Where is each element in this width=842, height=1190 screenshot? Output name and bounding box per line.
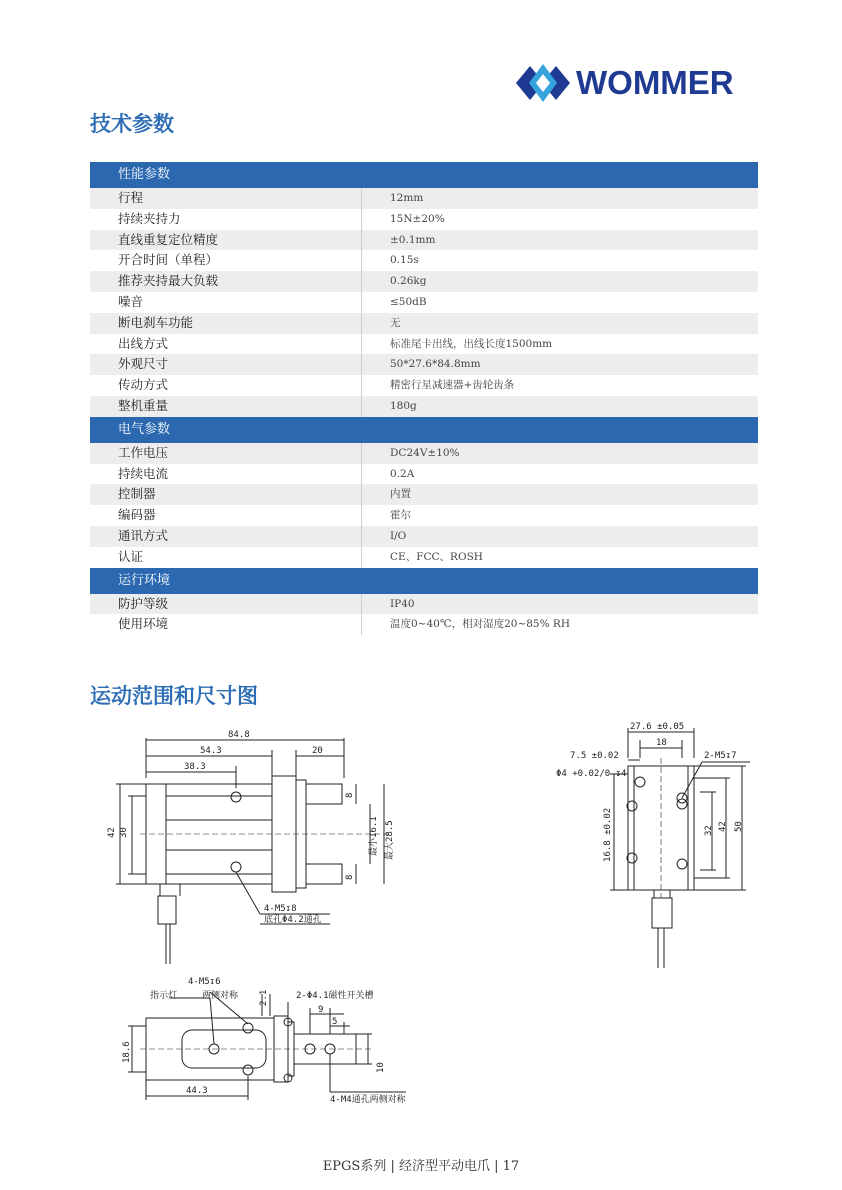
spec-label: 控制器 [90, 484, 362, 505]
spec-row [90, 396, 758, 417]
dim-h16: 16.8 ±0.02 [603, 807, 613, 862]
spec-value: 标准尾卡出线，出线长度1500mm [390, 337, 553, 350]
spec-row [90, 313, 758, 334]
dim-h42: 42 [107, 827, 117, 838]
spec-row [90, 484, 758, 505]
page-footer: EPGS系列 | 经济型平动电爪 | 17 [322, 1159, 520, 1174]
spec-label: 持续电流 [90, 464, 362, 485]
spec-row [90, 292, 758, 313]
drawing-title: 运动范围和尺寸图 [90, 684, 258, 708]
spec-value: 温度0~40℃，相对湿度20~85% RH [390, 618, 570, 631]
dim-finger8a: 8 [345, 792, 355, 798]
dim-d5: 5 [332, 1017, 338, 1027]
spec-row [90, 505, 758, 526]
logo-mark-icon [514, 58, 572, 108]
spec-row [90, 250, 758, 271]
dim-d9: 9 [318, 1005, 324, 1015]
spec-label: 工作电压 [90, 443, 362, 464]
dim-tap: 2-M5↧7 [704, 751, 737, 761]
spec-label: 噪音 [90, 292, 362, 313]
note-m4: 4-M4通孔两侧对称 [330, 1095, 406, 1105]
spec-label: 防护等级 [90, 594, 362, 615]
dim-h32: 32 [704, 825, 714, 836]
spec-label: 传动方式 [90, 375, 362, 396]
spec-value: ≤50dB [390, 295, 427, 308]
spec-value: 12mm [390, 192, 424, 204]
dim-width: 27.6 ±0.05 [630, 722, 685, 732]
spec-label: 开合时间（单程） [90, 250, 362, 271]
spec-value: 霍尔 [390, 509, 411, 522]
spec-label: 断电刹车功能 [90, 313, 362, 334]
dim-stroke-max: 最大28.5 [385, 820, 395, 860]
spec-label: 整机重量 [90, 396, 362, 417]
spec-value: IP40 [390, 597, 415, 610]
spec-value: 180g [390, 399, 417, 412]
dim-hole-pos: 38.3 [184, 762, 206, 772]
spec-value: 0.2A [390, 467, 415, 480]
spec-row [90, 526, 758, 547]
dim-finger: 20 [312, 746, 323, 756]
note-m5-top: 4-M5↧6 [188, 977, 221, 987]
dim-h50: 50 [734, 821, 744, 832]
spec-row [90, 594, 758, 615]
dim-h42-end: 42 [718, 821, 728, 832]
spec-table [90, 162, 758, 635]
spec-row [90, 334, 758, 355]
dim-stroke-min: 最小16.1 [369, 816, 379, 856]
note-indicator: 指示灯 [150, 991, 178, 1001]
spec-value: 50*27.6*84.8mm [390, 358, 481, 371]
dim-overall: 84.8 [228, 730, 250, 740]
dim-d10: 10 [376, 1062, 386, 1073]
dim-finger8b: 8 [345, 874, 355, 880]
dim-h30: 30 [119, 827, 129, 838]
spec-row [90, 547, 758, 568]
note-m5: 4-M5↧8 [264, 904, 297, 914]
spec-value: 精密行星减速器+齿轮齿条 [390, 379, 515, 392]
spec-group-header: 运行环境 [90, 568, 758, 594]
side-view-drawing [100, 728, 400, 968]
dim-w18: 18 [656, 738, 667, 748]
spec-row [90, 209, 758, 230]
spec-label: 持续夹持力 [90, 209, 362, 230]
spec-label: 直线重复定位精度 [90, 230, 362, 251]
spec-row [90, 271, 758, 292]
spec-value: I/O [390, 529, 407, 542]
dim-body: 54.3 [200, 746, 222, 756]
top-view-drawing [110, 972, 430, 1108]
spec-row [90, 230, 758, 251]
spec-value: DC24V±10% [390, 446, 460, 459]
spec-label: 使用环境 [90, 614, 362, 635]
spec-value: 0.15s [390, 254, 419, 267]
spec-label: 推荐夹持最大负载 [90, 271, 362, 292]
note-bottom-hole: 底孔Φ4.2通孔 [264, 915, 322, 925]
spec-row [90, 354, 758, 375]
spec-label: 编码器 [90, 505, 362, 526]
spec-row [90, 464, 758, 485]
spec-label: 外观尺寸 [90, 354, 362, 375]
dim-d21: 2.1 [259, 989, 269, 1006]
spec-row [90, 375, 758, 396]
dim-d186: 18.6 [122, 1041, 132, 1063]
spec-row [90, 188, 758, 209]
spec-value: 15N±20% [390, 212, 445, 225]
dim-pin: Φ4 +0.02/0 ↧4 [556, 769, 627, 779]
spec-value: 0.26kg [390, 275, 427, 288]
end-view-drawing [550, 718, 760, 974]
note-sensor-slot: 2-Φ4.1磁性开关槽 [296, 991, 374, 1001]
spec-label: 认证 [90, 547, 362, 568]
spec-row [90, 614, 758, 635]
spec-title: 技术参数 [90, 112, 174, 136]
spec-group-header: 电气参数 [90, 417, 758, 443]
spec-value: ±0.1mm [390, 233, 436, 246]
note-symmetric: 两侧对称 [202, 991, 239, 1001]
spec-label: 出线方式 [90, 334, 362, 355]
spec-label: 通讯方式 [90, 526, 362, 547]
dim-d443: 44.3 [186, 1086, 208, 1096]
spec-value: CE、FCC、ROSH [390, 550, 483, 563]
spec-group-header: 性能参数 [90, 162, 758, 188]
spec-row [90, 443, 758, 464]
spec-value: 无 [390, 316, 401, 329]
brand-logo [514, 58, 754, 108]
dim-offset: 7.5 ±0.02 [570, 751, 619, 761]
spec-value: 内置 [390, 488, 411, 501]
spec-label: 行程 [90, 188, 362, 209]
brand-name: WOMMER [576, 64, 734, 101]
